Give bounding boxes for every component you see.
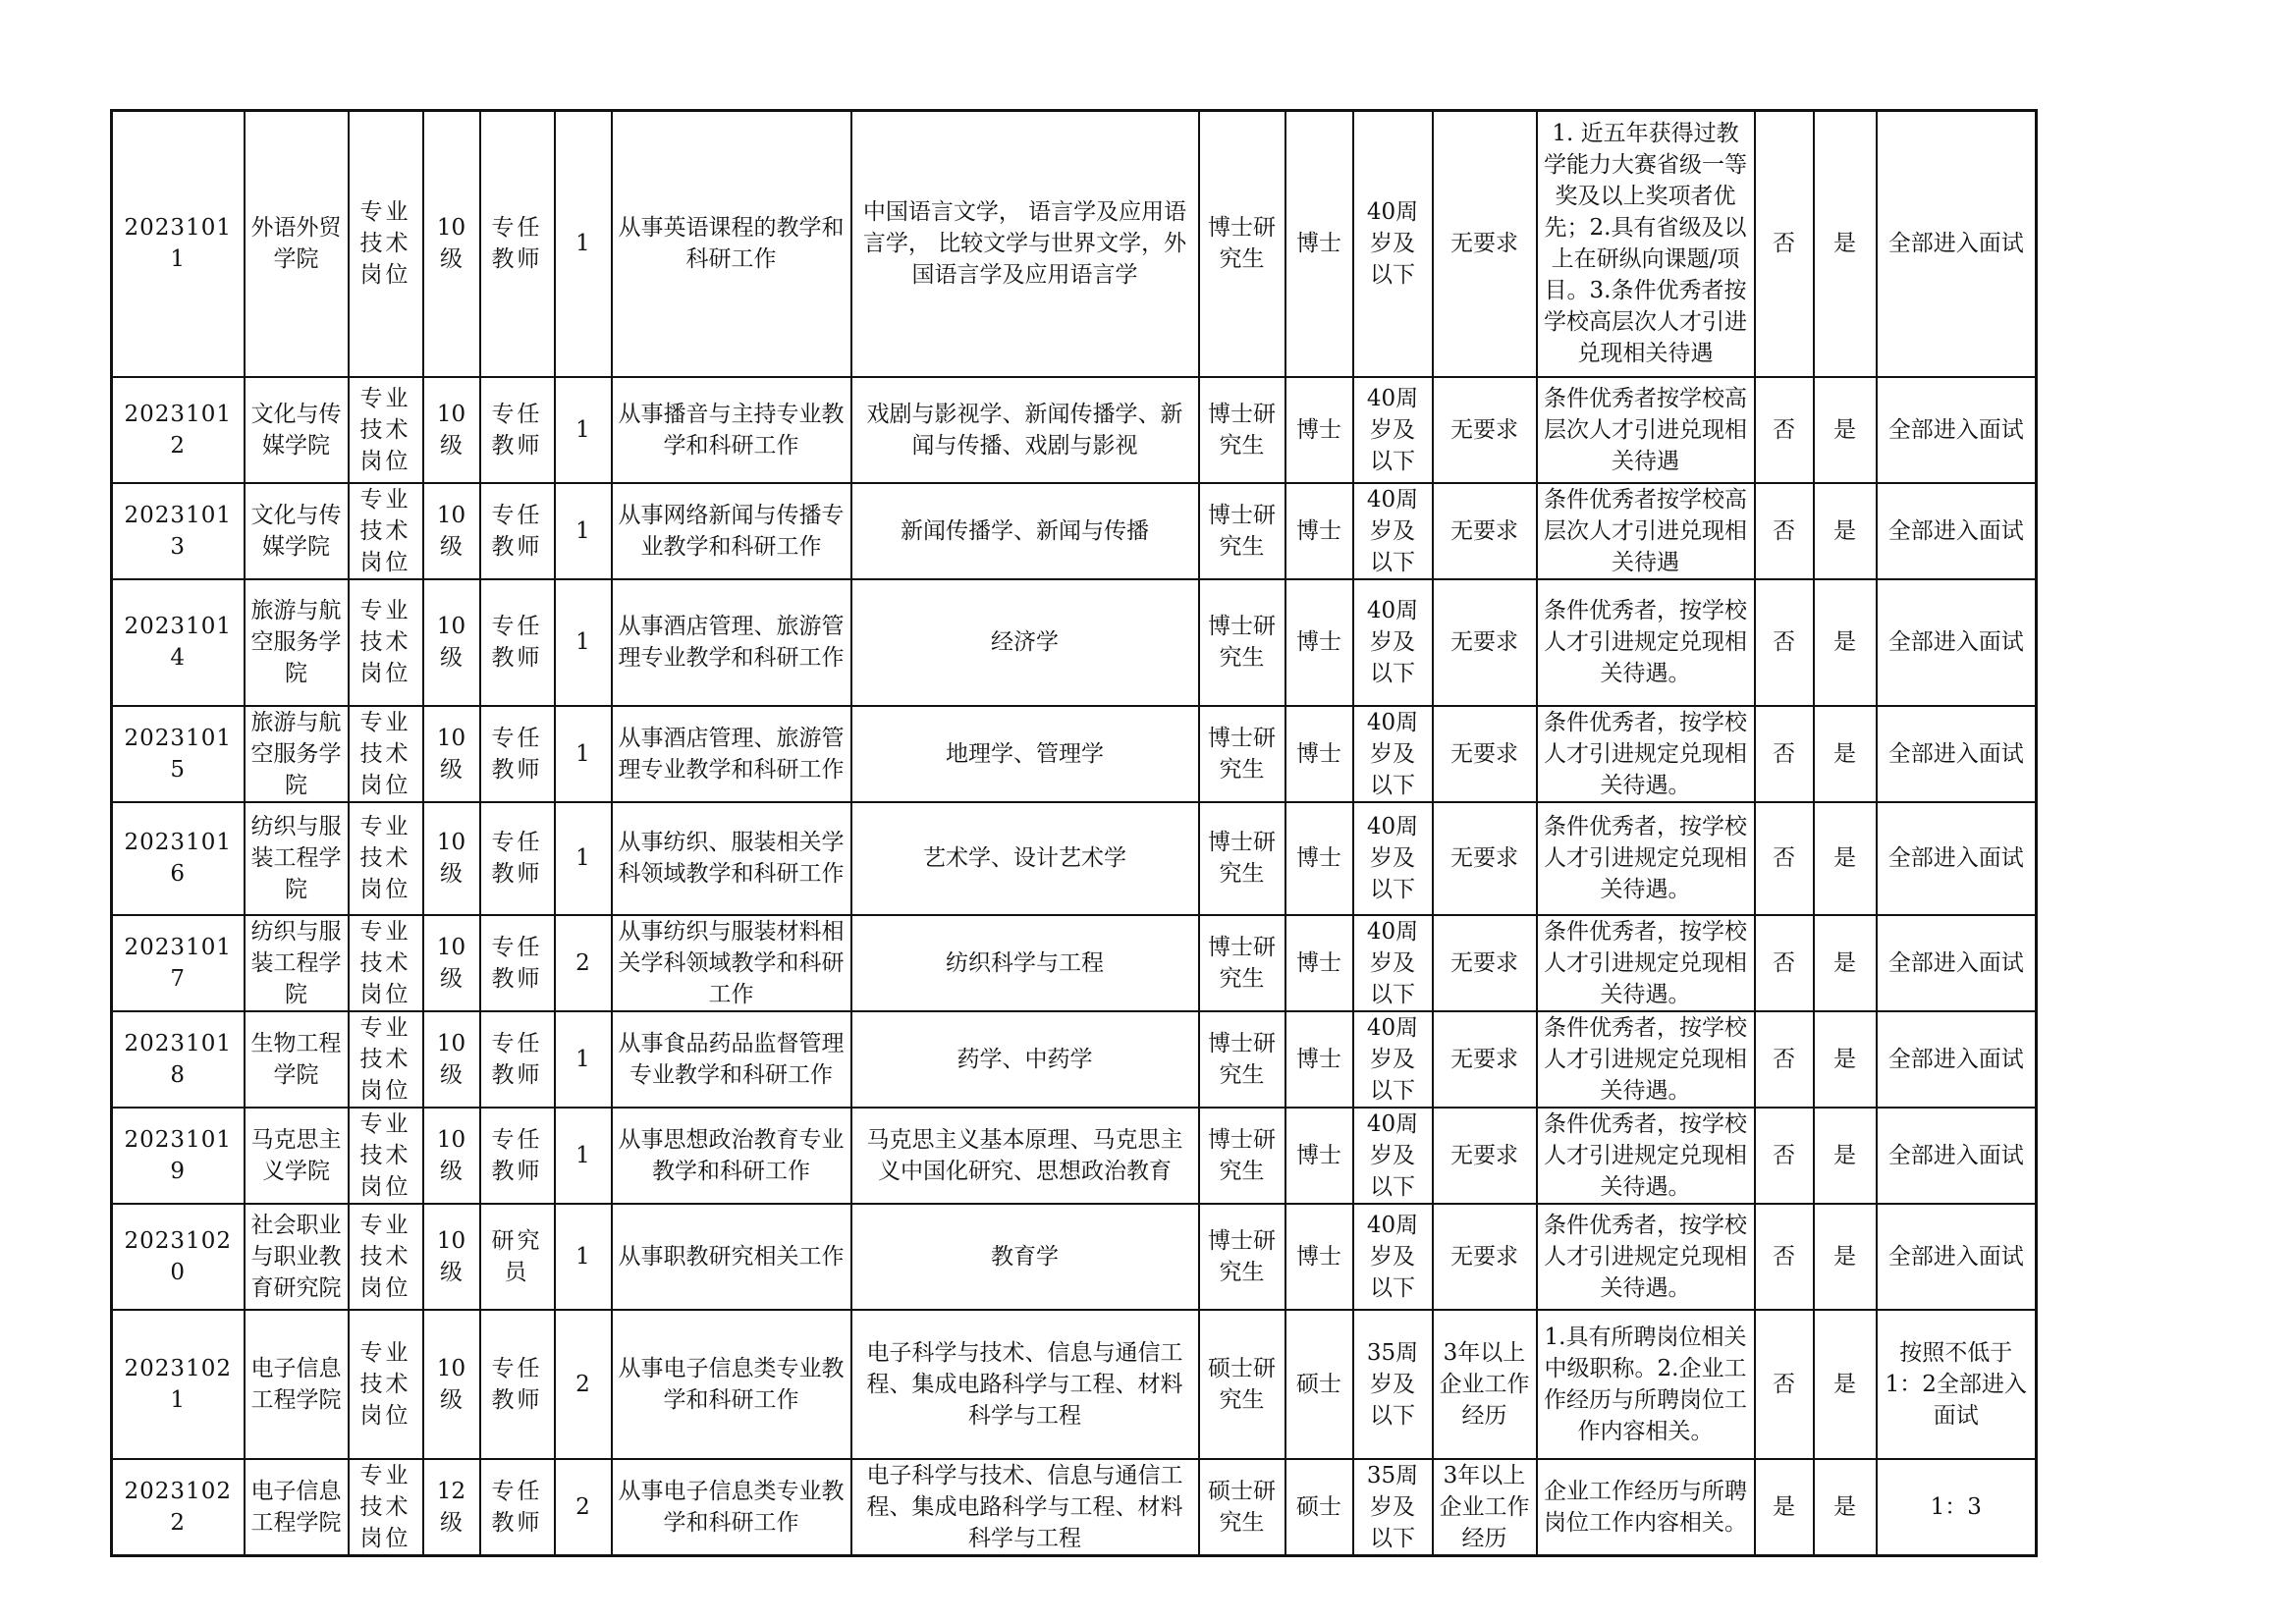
cell-degree: 博士 <box>1285 1204 1353 1310</box>
cell-position: 专任教师 <box>480 377 555 483</box>
cell-flag-b: 是 <box>1814 579 1877 706</box>
cell-flag-b: 是 <box>1814 377 1877 483</box>
cell-degree: 博士 <box>1285 1011 1353 1108</box>
cell-education: 博士研究生 <box>1199 483 1285 579</box>
cell-level: 10级 <box>423 1204 480 1310</box>
cell-position: 专任教师 <box>480 802 555 915</box>
cell-major: 电子科学与技术、信息与通信工程、集成电路科学与工程、材料科学与工程 <box>851 1459 1199 1556</box>
cell-duty: 从事酒店管理、旅游管理专业教学和科研工作 <box>612 706 851 802</box>
cell-code: 20231020 <box>112 1204 245 1310</box>
cell-duty: 从事纺织、服装相关学科领域教学和科研工作 <box>612 802 851 915</box>
cell-level: 10级 <box>423 915 480 1011</box>
cell-flag-b: 是 <box>1814 1204 1877 1310</box>
cell-other-conditions: 条件优秀者，按学校人才引进规定兑现相关待遇。 <box>1537 802 1755 915</box>
cell-experience: 无要求 <box>1433 706 1537 802</box>
cell-code: 20231013 <box>112 483 245 579</box>
cell-duty: 从事酒店管理、旅游管理专业教学和科研工作 <box>612 579 851 706</box>
cell-flag-a: 否 <box>1755 706 1814 802</box>
cell-category: 专业技术岗位 <box>349 1459 423 1556</box>
cell-department: 外语外贸学院 <box>245 111 349 377</box>
cell-experience: 无要求 <box>1433 1108 1537 1204</box>
cell-count: 1 <box>555 111 612 377</box>
cell-degree: 博士 <box>1285 915 1353 1011</box>
cell-flag-a: 否 <box>1755 579 1814 706</box>
table-row <box>112 377 2037 483</box>
cell-code: 20231014 <box>112 579 245 706</box>
cell-code: 20231016 <box>112 802 245 915</box>
cell-age: 40周岁及以下 <box>1353 915 1433 1011</box>
cell-interview: 全部进入面试 <box>1877 1011 2037 1108</box>
cell-count: 1 <box>555 483 612 579</box>
cell-department: 旅游与航空服务学院 <box>245 579 349 706</box>
cell-level: 10级 <box>423 706 480 802</box>
cell-category: 专业技术岗位 <box>349 377 423 483</box>
cell-other-conditions: 条件优秀者，按学校人才引进规定兑现相关待遇。 <box>1537 1011 1755 1108</box>
cell-major: 教育学 <box>851 1204 1199 1310</box>
cell-interview: 按照不低于1：2全部进入面试 <box>1877 1310 2037 1459</box>
cell-education: 硕士研究生 <box>1199 1310 1285 1459</box>
cell-flag-a: 否 <box>1755 802 1814 915</box>
cell-level: 12级 <box>423 1459 480 1556</box>
cell-department: 电子信息工程学院 <box>245 1459 349 1556</box>
table-row <box>112 1310 2037 1459</box>
cell-education: 博士研究生 <box>1199 915 1285 1011</box>
cell-flag-a: 否 <box>1755 1204 1814 1310</box>
cell-age: 35周岁及以下 <box>1353 1459 1433 1556</box>
table-row <box>112 111 2037 377</box>
cell-major: 纺织科学与工程 <box>851 915 1199 1011</box>
cell-other-conditions: 条件优秀者，按学校人才引进规定兑现相关待遇。 <box>1537 1204 1755 1310</box>
cell-education: 硕士研究生 <box>1199 1459 1285 1556</box>
cell-flag-b: 是 <box>1814 1108 1877 1204</box>
cell-age: 40周岁及以下 <box>1353 1011 1433 1108</box>
cell-code: 20231019 <box>112 1108 245 1204</box>
cell-count: 1 <box>555 1108 612 1204</box>
recruitment-table <box>110 109 2038 1557</box>
cell-degree: 博士 <box>1285 377 1353 483</box>
cell-level: 10级 <box>423 579 480 706</box>
cell-count: 2 <box>555 1459 612 1556</box>
cell-major: 马克思主义基本原理、马克思主义中国化研究、思想政治教育 <box>851 1108 1199 1204</box>
cell-other-conditions: 1.具有所聘岗位相关中级职称。2.企业工作经历与所聘岗位工作内容相关。 <box>1537 1310 1755 1459</box>
cell-department: 文化与传媒学院 <box>245 377 349 483</box>
cell-age: 40周岁及以下 <box>1353 1204 1433 1310</box>
cell-interview: 全部进入面试 <box>1877 1108 2037 1204</box>
table-body <box>112 111 2037 1556</box>
cell-count: 1 <box>555 802 612 915</box>
cell-count: 1 <box>555 579 612 706</box>
cell-other-conditions: 条件优秀者按学校高层次人才引进兑现相关待遇 <box>1537 483 1755 579</box>
cell-flag-b: 是 <box>1814 483 1877 579</box>
cell-experience: 无要求 <box>1433 111 1537 377</box>
cell-experience: 无要求 <box>1433 915 1537 1011</box>
cell-education: 博士研究生 <box>1199 579 1285 706</box>
cell-other-conditions: 条件优秀者，按学校人才引进规定兑现相关待遇。 <box>1537 915 1755 1011</box>
cell-flag-a: 否 <box>1755 1108 1814 1204</box>
cell-education: 博士研究生 <box>1199 111 1285 377</box>
cell-degree: 博士 <box>1285 802 1353 915</box>
cell-flag-b: 是 <box>1814 1310 1877 1459</box>
cell-major: 经济学 <box>851 579 1199 706</box>
cell-education: 博士研究生 <box>1199 802 1285 915</box>
cell-education: 博士研究生 <box>1199 706 1285 802</box>
cell-code: 20231022 <box>112 1459 245 1556</box>
cell-duty: 从事电子信息类专业教学和科研工作 <box>612 1459 851 1556</box>
cell-degree: 博士 <box>1285 1108 1353 1204</box>
cell-major: 药学、中药学 <box>851 1011 1199 1108</box>
cell-interview: 全部进入面试 <box>1877 377 2037 483</box>
cell-interview: 全部进入面试 <box>1877 802 2037 915</box>
cell-category: 专业技术岗位 <box>349 1108 423 1204</box>
table-row <box>112 706 2037 802</box>
cell-code: 20231021 <box>112 1310 245 1459</box>
cell-category: 专业技术岗位 <box>349 483 423 579</box>
cell-degree: 博士 <box>1285 579 1353 706</box>
cell-experience: 无要求 <box>1433 579 1537 706</box>
cell-category: 专业技术岗位 <box>349 1310 423 1459</box>
cell-interview: 全部进入面试 <box>1877 706 2037 802</box>
cell-other-conditions: 条件优秀者按学校高层次人才引进兑现相关待遇 <box>1537 377 1755 483</box>
cell-flag-b: 是 <box>1814 1459 1877 1556</box>
cell-position: 专任教师 <box>480 111 555 377</box>
cell-count: 1 <box>555 706 612 802</box>
cell-interview: 1：3 <box>1877 1459 2037 1556</box>
cell-degree: 硕士 <box>1285 1459 1353 1556</box>
cell-category: 专业技术岗位 <box>349 706 423 802</box>
cell-department: 旅游与航空服务学院 <box>245 706 349 802</box>
cell-flag-a: 否 <box>1755 111 1814 377</box>
cell-flag-b: 是 <box>1814 1011 1877 1108</box>
cell-age: 40周岁及以下 <box>1353 111 1433 377</box>
cell-interview: 全部进入面试 <box>1877 579 2037 706</box>
table-row <box>112 802 2037 915</box>
cell-flag-a: 否 <box>1755 377 1814 483</box>
cell-count: 2 <box>555 1310 612 1459</box>
cell-other-conditions: 条件优秀者，按学校人才引进规定兑现相关待遇。 <box>1537 1108 1755 1204</box>
cell-age: 40周岁及以下 <box>1353 1108 1433 1204</box>
cell-age: 40周岁及以下 <box>1353 802 1433 915</box>
cell-age: 35周岁及以下 <box>1353 1310 1433 1459</box>
cell-major: 中国语言文学， 语言学及应用语言学， 比较文学与世界文学，外国语言学及应用语言学 <box>851 111 1199 377</box>
cell-flag-a: 否 <box>1755 1310 1814 1459</box>
cell-age: 40周岁及以下 <box>1353 377 1433 483</box>
cell-duty: 从事网络新闻与传播专业教学和科研工作 <box>612 483 851 579</box>
cell-position: 专任教师 <box>480 579 555 706</box>
cell-other-conditions: 企业工作经历与所聘岗位工作内容相关。 <box>1537 1459 1755 1556</box>
cell-position: 专任教师 <box>480 1108 555 1204</box>
cell-category: 专业技术岗位 <box>349 1204 423 1310</box>
cell-position: 专任教师 <box>480 915 555 1011</box>
cell-experience: 3年以上企业工作经历 <box>1433 1459 1537 1556</box>
cell-age: 40周岁及以下 <box>1353 706 1433 802</box>
cell-code: 20231015 <box>112 706 245 802</box>
cell-age: 40周岁及以下 <box>1353 483 1433 579</box>
cell-position: 专任教师 <box>480 1310 555 1459</box>
cell-code: 20231012 <box>112 377 245 483</box>
cell-category: 专业技术岗位 <box>349 802 423 915</box>
cell-count: 1 <box>555 1011 612 1108</box>
table-row <box>112 1108 2037 1204</box>
cell-education: 博士研究生 <box>1199 1204 1285 1310</box>
cell-major: 新闻传播学、新闻与传播 <box>851 483 1199 579</box>
cell-education: 博士研究生 <box>1199 1108 1285 1204</box>
cell-duty: 从事电子信息类专业教学和科研工作 <box>612 1310 851 1459</box>
cell-position: 研究员 <box>480 1204 555 1310</box>
cell-interview: 全部进入面试 <box>1877 111 2037 377</box>
cell-department: 文化与传媒学院 <box>245 483 349 579</box>
cell-level: 10级 <box>423 1310 480 1459</box>
cell-flag-b: 是 <box>1814 111 1877 377</box>
cell-level: 10级 <box>423 802 480 915</box>
cell-experience: 无要求 <box>1433 802 1537 915</box>
cell-duty: 从事纺织与服装材料相关学科领域教学和科研工作 <box>612 915 851 1011</box>
cell-interview: 全部进入面试 <box>1877 1204 2037 1310</box>
cell-other-conditions: 条件优秀者，按学校人才引进规定兑现相关待遇。 <box>1537 706 1755 802</box>
cell-major: 戏剧与影视学、新闻传播学、新闻与传播、戏剧与影视 <box>851 377 1199 483</box>
cell-degree: 博士 <box>1285 483 1353 579</box>
cell-duty: 从事英语课程的教学和科研工作 <box>612 111 851 377</box>
table-row <box>112 579 2037 706</box>
cell-department: 电子信息工程学院 <box>245 1310 349 1459</box>
cell-category: 专业技术岗位 <box>349 579 423 706</box>
table-row <box>112 483 2037 579</box>
cell-flag-a: 否 <box>1755 1011 1814 1108</box>
cell-degree: 博士 <box>1285 111 1353 377</box>
cell-count: 2 <box>555 915 612 1011</box>
table-row <box>112 1204 2037 1310</box>
cell-code: 20231011 <box>112 111 245 377</box>
cell-flag-b: 是 <box>1814 802 1877 915</box>
cell-education: 博士研究生 <box>1199 1011 1285 1108</box>
table-row <box>112 1011 2037 1108</box>
cell-count: 1 <box>555 1204 612 1310</box>
cell-flag-b: 是 <box>1814 915 1877 1011</box>
cell-flag-a: 是 <box>1755 1459 1814 1556</box>
cell-duty: 从事食品药品监督管理专业教学和科研工作 <box>612 1011 851 1108</box>
cell-code: 20231018 <box>112 1011 245 1108</box>
cell-department: 生物工程学院 <box>245 1011 349 1108</box>
cell-age: 40周岁及以下 <box>1353 579 1433 706</box>
cell-experience: 无要求 <box>1433 483 1537 579</box>
cell-position: 专任教师 <box>480 483 555 579</box>
cell-other-conditions: 条件优秀者，按学校人才引进规定兑现相关待遇。 <box>1537 579 1755 706</box>
cell-flag-b: 是 <box>1814 706 1877 802</box>
cell-flag-a: 否 <box>1755 915 1814 1011</box>
cell-experience: 3年以上企业工作经历 <box>1433 1310 1537 1459</box>
cell-experience: 无要求 <box>1433 1204 1537 1310</box>
cell-degree: 博士 <box>1285 706 1353 802</box>
cell-category: 专业技术岗位 <box>349 111 423 377</box>
cell-education: 博士研究生 <box>1199 377 1285 483</box>
cell-experience: 无要求 <box>1433 377 1537 483</box>
cell-code: 20231017 <box>112 915 245 1011</box>
table-row <box>112 915 2037 1011</box>
cell-major: 电子科学与技术、信息与通信工程、集成电路科学与工程、材料科学与工程 <box>851 1310 1199 1459</box>
cell-level: 10级 <box>423 111 480 377</box>
cell-interview: 全部进入面试 <box>1877 915 2037 1011</box>
cell-level: 10级 <box>423 1108 480 1204</box>
cell-level: 10级 <box>423 1011 480 1108</box>
cell-count: 1 <box>555 377 612 483</box>
cell-major: 艺术学、设计艺术学 <box>851 802 1199 915</box>
cell-department: 纺织与服装工程学院 <box>245 802 349 915</box>
cell-experience: 无要求 <box>1433 1011 1537 1108</box>
cell-position: 专任教师 <box>480 1459 555 1556</box>
cell-level: 10级 <box>423 377 480 483</box>
cell-department: 纺织与服装工程学院 <box>245 915 349 1011</box>
cell-other-conditions: 1. 近五年获得过教学能力大赛省级一等奖及以上奖项者优先；2.具有省级及以上在研纵向课题/项目。3.条件优秀者按学校高层次人才引进兑现相关待遇 <box>1537 111 1755 377</box>
cell-department: 马克思主义学院 <box>245 1108 349 1204</box>
cell-position: 专任教师 <box>480 1011 555 1108</box>
cell-degree: 硕士 <box>1285 1310 1353 1459</box>
cell-duty: 从事播音与主持专业教学和科研工作 <box>612 377 851 483</box>
cell-level: 10级 <box>423 483 480 579</box>
cell-duty: 从事思想政治教育专业教学和科研工作 <box>612 1108 851 1204</box>
cell-duty: 从事职教研究相关工作 <box>612 1204 851 1310</box>
cell-flag-a: 否 <box>1755 483 1814 579</box>
cell-category: 专业技术岗位 <box>349 1011 423 1108</box>
cell-interview: 全部进入面试 <box>1877 483 2037 579</box>
cell-position: 专任教师 <box>480 706 555 802</box>
cell-category: 专业技术岗位 <box>349 915 423 1011</box>
table-row <box>112 1459 2037 1556</box>
cell-department: 社会职业与职业教育研究院 <box>245 1204 349 1310</box>
cell-major: 地理学、管理学 <box>851 706 1199 802</box>
